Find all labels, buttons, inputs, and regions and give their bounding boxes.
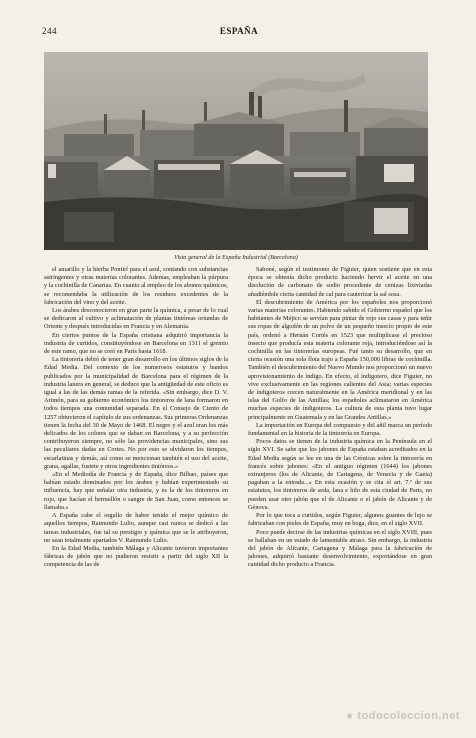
- photo-caption: Vista general de la España Industrial (Barcelona): [174, 254, 298, 261]
- paragraph: En ciertos puntos de la España cristiana adquirió importancia la industria de curtidos, constituyéndose en Barcelona en 1311 el gremio de este ramo, que no se creó en París hasta 1618.: [44, 331, 228, 356]
- paragraph: Saboné, según el testimonio de Figuier, quien sostiene que en esta época se obtenía dicho producto haciendo hervir el aceite en una disolución de carbonato de sodio procedente de cenizas lixiviadas añadiéndole cierta cantidad de cal para cauterizar la sal sosa.: [248, 266, 432, 298]
- page-number: 244: [42, 26, 57, 36]
- watermark: [346, 710, 460, 722]
- paragraph: La tintorería debió de tener gran desarrollo en los últimos siglos de la Edad Media. Del contexto de los numerosos estatutos y bandos publicados por la municipalidad de Barcelona para el régimen de la industria lanera en general, se deduce que la antigüedad de este oficio es igual a las de las demás ramas de la referida. «Sin embargo, dice D. V. Arimón, para su gobierno económico los tintoreros de lana formaron en todos tiempos una comunidad separada. En el Consejo de Ciento de 1257 obtuvieron el capítulo de sus ordenanzas. Sus primeras Ordenanzas tienen la fecha del 30 de Mayo de 1468. El negro y el azul eran los más delicados de los colores que se daban en Barcelona, y a su perfección contribuyeron siempre, no sólo las providencias municipales, sino sus las peculiares dadas en Cortes. No por esto se olvidaron los tiempos, escarlatinas y demás, así como se mencionan también el uso del aceite, grana, agallas, fustete y otros ingredientes tintóreos.»: [44, 356, 228, 470]
- paragraph: «En el Mediodía de Francia y de España, dice Bilbao, países que habían estado dominados por los árabes y habían experimentado su influencia, hay que señalar otra industria, y es la de los tintoreros en rojo, que hacían el bermellón o sangre de San Juan, como entonces se llamaba.»: [44, 471, 228, 511]
- page-header: [42, 26, 436, 40]
- paragraph: Pocos datos se tienen de la industria química en la Península en el siglo XVI. Se sabe que los jabones de España estaban acreditados en la Edad Media según se lee en una de las Crónicas sobre la tintorería en francés sobre jabones: «En el antiguo régimen (1644) los jabones extranjeros (los de Alicante, de Cartagena, de Venecia y de Gaeta) pagaban a la entrada...» En esta ocasión y se cita el art. 7.º de sus estatutos, los tintoreros de seda, lana e hilo de esta ciudad de Paris, no pueden usar otro jabón que el de Alicante o el jabón de Alicante y de Génova.: [248, 438, 432, 511]
- paragraph: Los árabes desconocieron en gran parte la química, a pesar de lo cual se dedicaron al cultivo y aclimatación de plantas tintóreas oriundas de Oriente y después introducidas en Francia y en Alemania.: [44, 307, 228, 331]
- factory-photo: [44, 52, 428, 250]
- text-column-left: [44, 266, 228, 706]
- paragraph: Por lo que toca a curtidos, según Figuier, algunos guantes de lujo se fabricaban con pieles de España, muy en boga, dice, en el siglo XVII.: [248, 512, 432, 528]
- paragraph: Poco puede decirse de las industrias químicas en el siglo XVIII, pues se hallaban en un estado de lamentable atraso. Sin embargo, la industria del jabón de Alicante, Cartagena y Málaga para la fabricación de jabones, adquirió bastante desenvolvimiento, exportándose en gran cantidad dicho producto a Francia.: [248, 528, 432, 569]
- watermark-text: todocoleccion.net: [357, 710, 460, 722]
- paragraph: El descubrimiento de América por los españoles nos proporcionó varias materias colorantes. Habiendo sabido el Gobierno español que los habitantes de Méjico se servían para pintar de rojo sus casas y para teñir sus ropas de algodón de un polvo de un pequeño insecto propio de este país, ordenó a Hernán Cortés en 1523 que multiplicase el precioso insecto que producía esta materia colorante roja, introduciéndose así la cochinilla en las tintorerías europeas. Fué tanto su desarrollo, que en cierta ocasión una sola flota trajo a España 150,000 libras de cochinilla. También el descubrimiento del Nuevo Mundo nos proporcionó un nuevo aprovisionamiento de índigo. En efecto, el índigotero, dice Figuier, no vive exclusivamente en las regiones calientes del Asia; varias especies de índigoteros crecen naturalmente en la América meridional y en las islas del Golfo de las Antillas; los españoles aclimataron en América muchas especies de índigoteros. La cultura de esta planta tuvo lugar principalmente en Guatemala y en las Grandes Antillas.»: [248, 298, 432, 421]
- text-column-right: [248, 266, 432, 706]
- running-title: ESPAÑA: [219, 26, 259, 36]
- tc-logo-icon: ●: [346, 710, 354, 722]
- paragraph: En la Edad Media, también Málaga y Alicante tuvieron importantes fábricas de jabón que no pudieron resistir a partir del siglo XII la competencia de las de: [44, 544, 228, 569]
- industrial-landscape-image: [44, 52, 428, 250]
- paragraph: A España cabe el orgullo de haber tenido el mejor químico de aquellos tiempos, Raimundo Lulio, aunque casi nunca se dedicó a las tareas industriales, fue tal su prestigio y química que se le atribuyeron, no sean totalmente apartados V. Raimundo Lulio.: [44, 512, 228, 544]
- paragraph: La importación en Europa del compuesto y del añil marca un período fundamental en la historia de la tintorería en Europa.: [248, 421, 432, 438]
- paragraph: el amarillo y la hierba Pontirl para el azul, contando con substancias astringentes y otras materias colorantes. Ademas, empleaban la púrpura y la cochinilla de Canarias. En cuanto al empleo de los abonos químicos, se recomendaba la utilización de los residuos excedentes de la fabricación del vino y del aceite.: [44, 266, 228, 306]
